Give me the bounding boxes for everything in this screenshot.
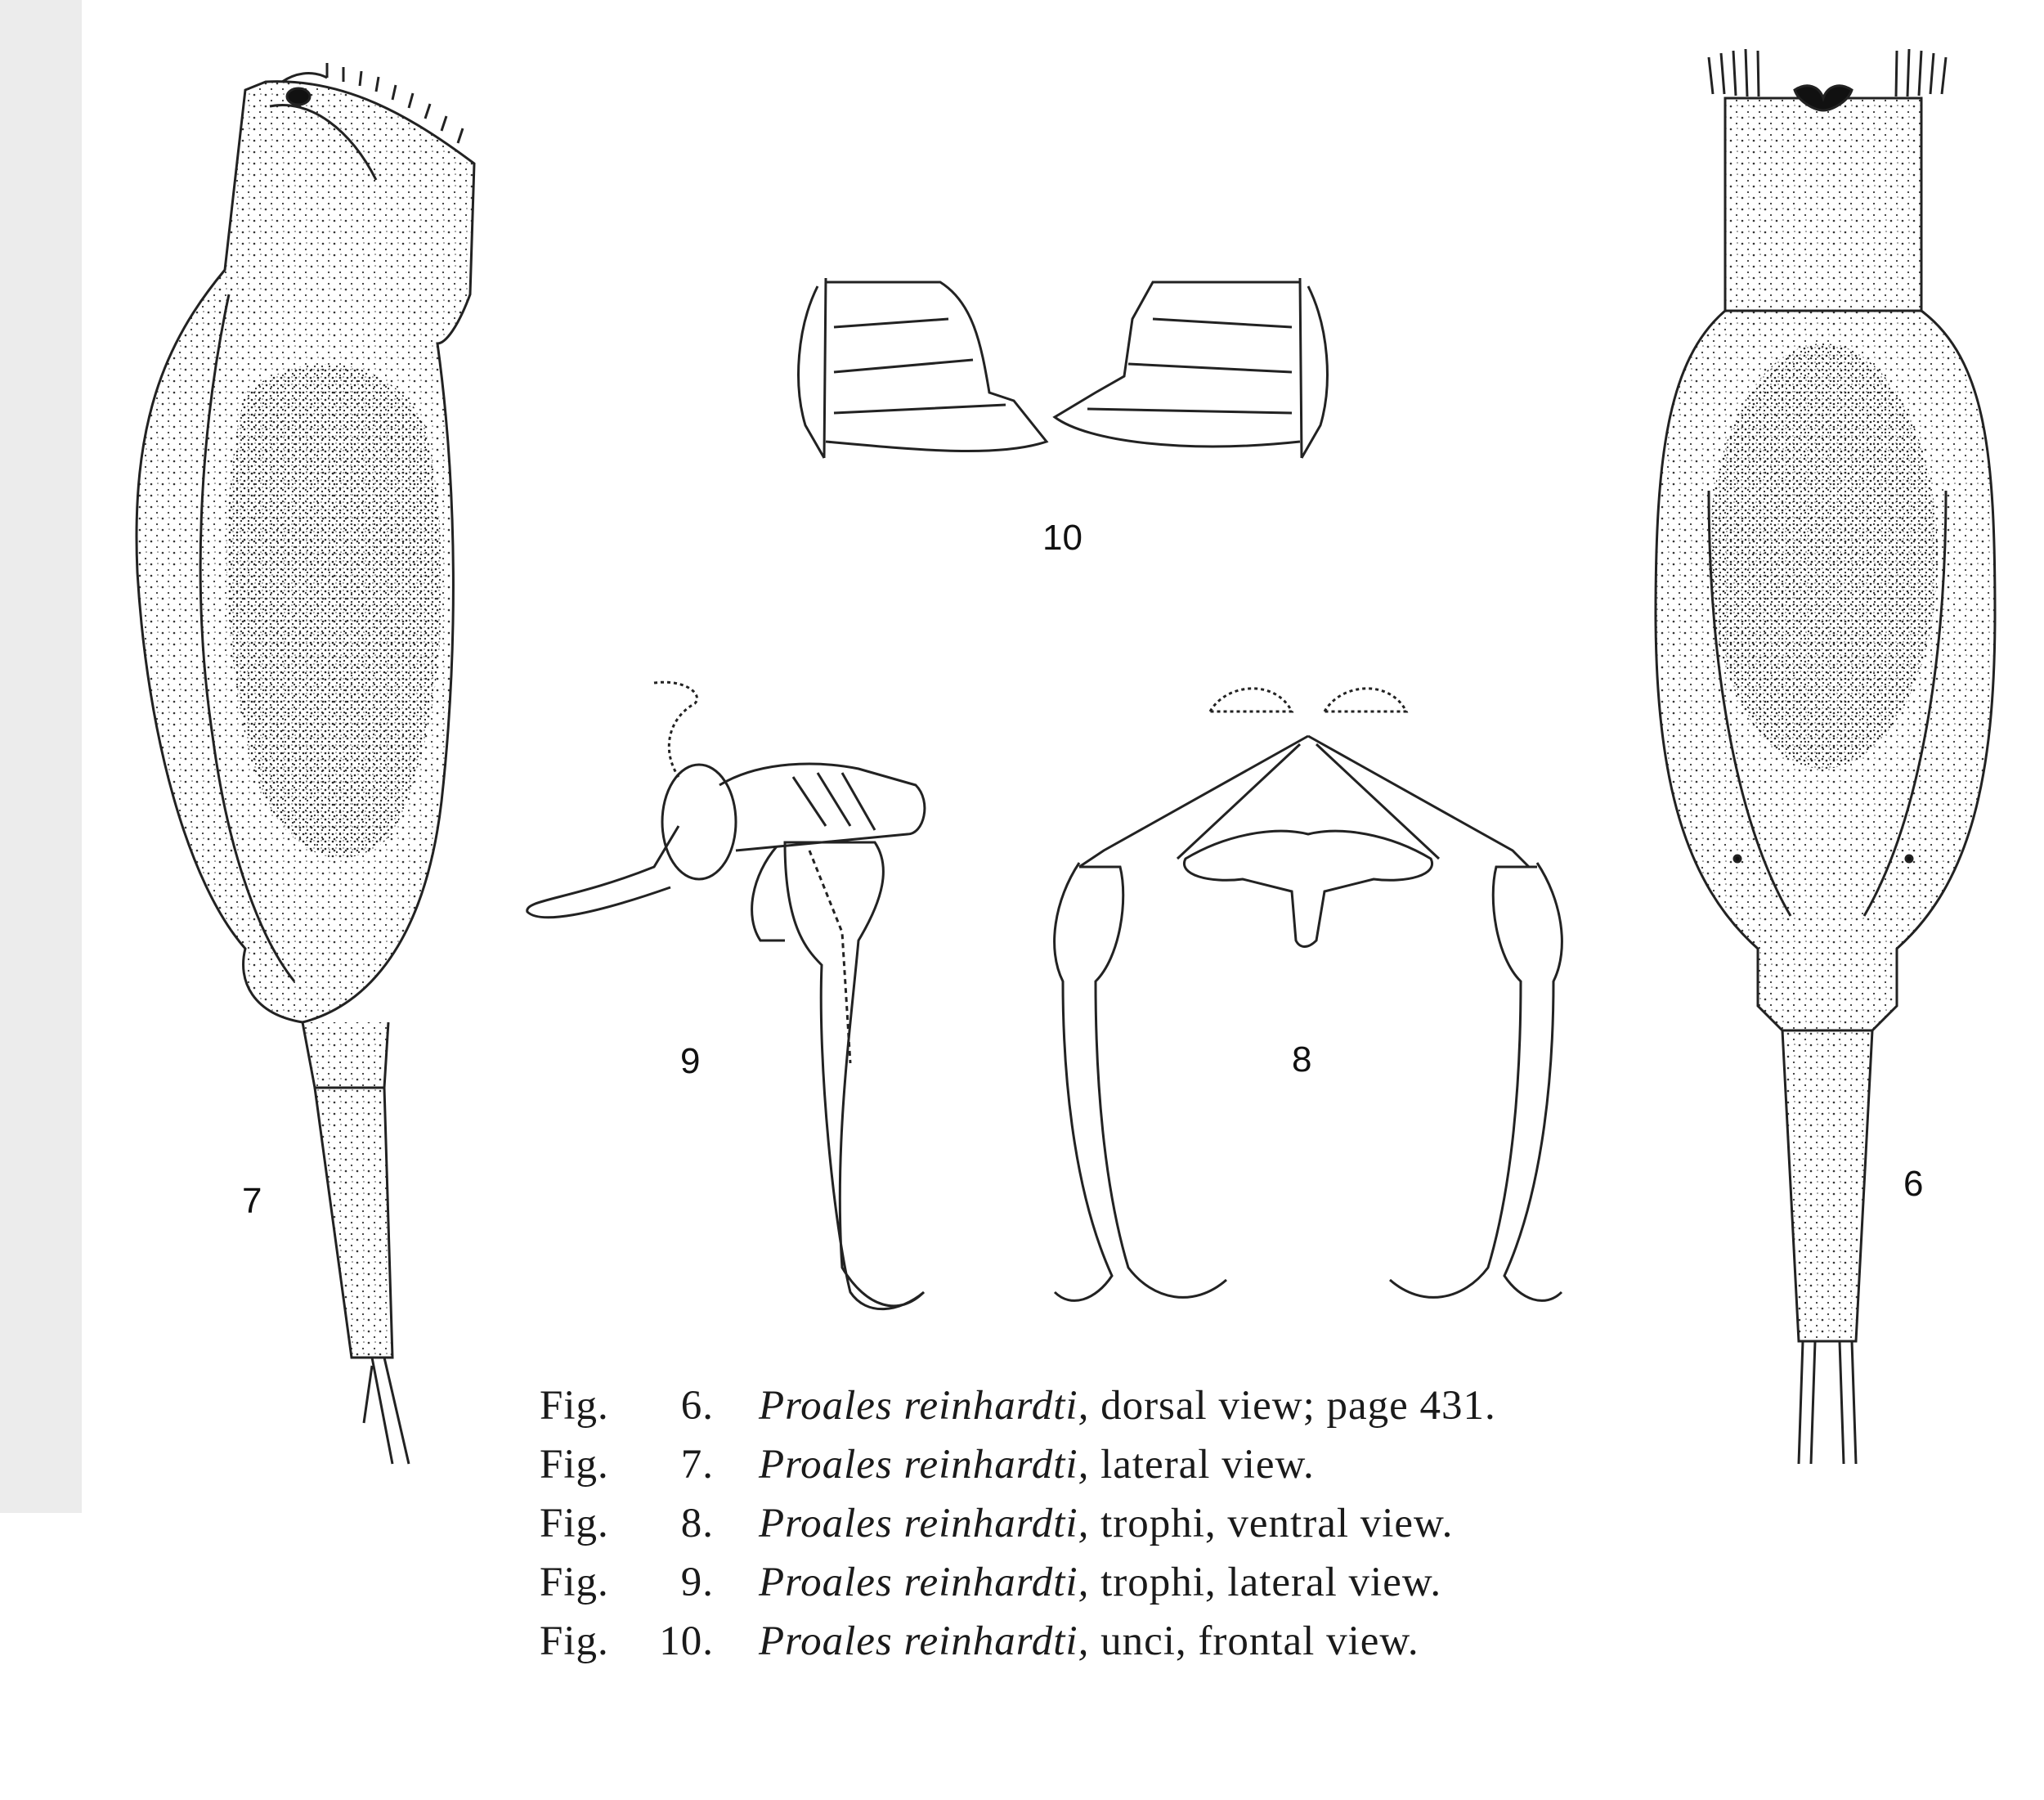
- caption-prefix: Fig.: [540, 1383, 609, 1429]
- caption-prefix: Fig.: [540, 1560, 609, 1605]
- caption-number: 10.: [659, 1618, 714, 1664]
- caption-species: Proales reinhardti,: [759, 1618, 1090, 1664]
- caption-fig8: [540, 1500, 1453, 1547]
- fig8-label: 8: [1292, 1039, 1312, 1080]
- caption-fig10: [540, 1618, 1419, 1665]
- caption-description: lateral view.: [1100, 1442, 1315, 1488]
- caption-prefix: Fig.: [540, 1501, 609, 1546]
- caption-prefix: Fig.: [540, 1618, 609, 1664]
- caption-number: 8.: [680, 1501, 714, 1546]
- caption-number: 9.: [680, 1560, 714, 1605]
- fig9-trophi-lateral-drawing: [527, 682, 925, 1308]
- caption-fig6: [540, 1382, 1496, 1430]
- caption-prefix: Fig.: [540, 1442, 609, 1488]
- caption-species: Proales reinhardti,: [759, 1442, 1090, 1488]
- caption-fig7: [540, 1441, 1315, 1488]
- caption-species: Proales reinhardti,: [759, 1560, 1090, 1605]
- caption-description: trophi, ventral view.: [1100, 1501, 1454, 1546]
- fig7-label: 7: [242, 1181, 262, 1221]
- caption-fig9: [540, 1559, 1441, 1606]
- fig6-dorsal-view-drawing: [1656, 49, 1995, 1464]
- caption-description: unci, frontal view.: [1100, 1618, 1419, 1664]
- caption-species: Proales reinhardti,: [759, 1383, 1090, 1429]
- caption-number: 7.: [680, 1442, 714, 1488]
- fig7-lateral-view-drawing: [137, 63, 474, 1464]
- fig6-label: 6: [1903, 1164, 1924, 1204]
- fig10-label: 10: [1042, 518, 1083, 558]
- fig10-unci-drawing: [799, 278, 1328, 458]
- fig8-trophi-ventral-drawing: [1055, 689, 1562, 1301]
- caption-description: dorsal view; page 431.: [1100, 1383, 1496, 1429]
- caption-description: trophi, lateral view.: [1100, 1560, 1442, 1605]
- scan-margin: [0, 0, 82, 1513]
- caption-number: 6.: [680, 1383, 714, 1429]
- fig9-label: 9: [680, 1041, 701, 1081]
- caption-species: Proales reinhardti,: [759, 1501, 1090, 1546]
